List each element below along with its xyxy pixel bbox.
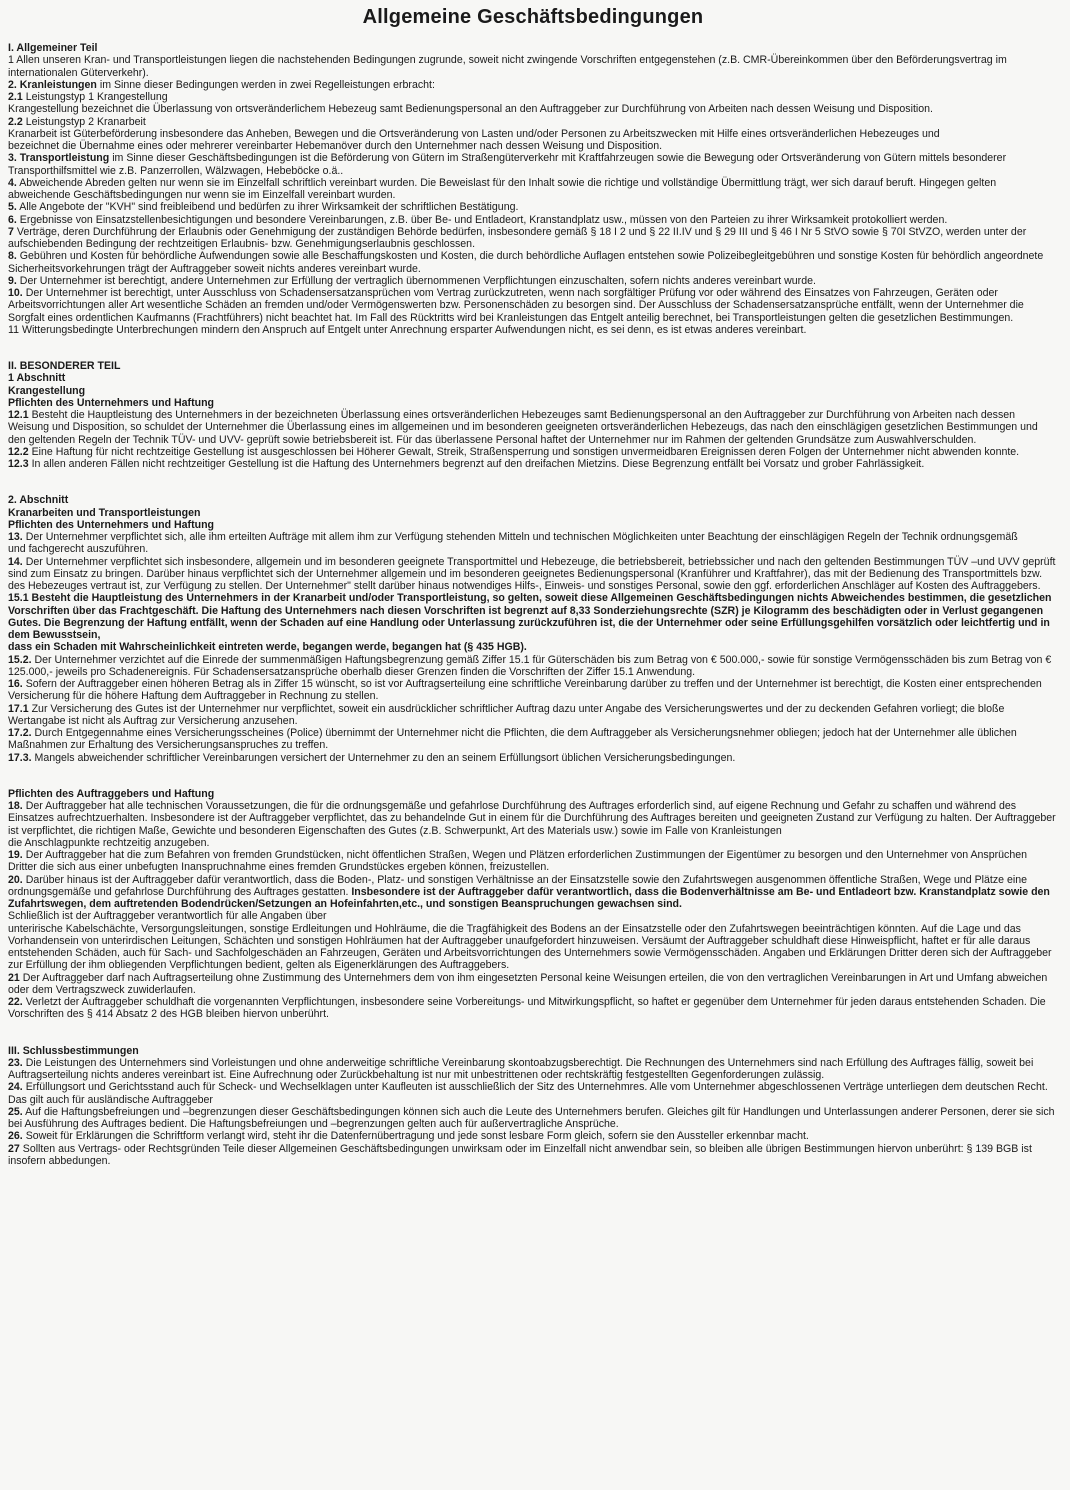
- clause-4: 4. Abweichende Abreden gelten nur wenn sie im Einzelfall schriftlich vereinbart wurden. Die Beweislast für den Inhalt sowie die richtige und vollständige Übermittlung trägt, wer sich darauf beruft. Hingegen gelten abweichende Geschäftsbedingungen nur wenn sie im Einzelfall vereinbart wurden.: [8, 176, 997, 201]
- clause-12-3: 12.3 In allen anderen Fällen nicht rechtzeitiger Gestellung ist die Haftung des Unternehmers begrenzt auf den dreifachen Mietzins. Diese Begrenzung entfällt bei Vorsatz und grober Fahrlässigkeit.: [8, 458, 925, 470]
- part3-heading: III. Schlussbestimmungen: [8, 1044, 139, 1057]
- clause-5: 5. Alle Angebote der "KVH" sind freibleibend und bedürfen zu ihrer Wirksamkeit der schriftlichen Bestätigung.: [8, 201, 519, 214]
- clause-26: 26. Soweit für Erklärungen die Schriftform verlangt wird, steht ihr die Datenfernübertragung und jede sonst lesbare Form gleich, sofern sie den Aussteller erkennbar macht.: [8, 1130, 809, 1143]
- document-body: [8, 42, 1058, 1167]
- clause-16: 16. Sofern der Auftraggeber einen höheren Betrag als in Ziffer 15 wünscht, so ist vor Auftragserteilung eine schriftliche Vereinbarung darüber zu treffen und der Unternehmer ist berechtigt, die Kosten einer entsprechenden Versicherung für die höhere Haftung dem Auftraggeber in Rechnung zu stellen.: [8, 678, 1042, 703]
- part1-heading: I. Allgemeiner Teil: [8, 42, 98, 54]
- clause-20: 20. Darüber hinaus ist der Auftraggeber dafür verantwortlich, dass die Boden-, Platz- und sonstigen Verhältnisse an der Einsatzstelle sowie den Zufahrtswegen ausgenommen öffentliche Straßen, Wege und Plätze eine ordnungsgemäße und gefahrlose Durchführung des Auftrages gestatten. Insbesondere ist der Auftraggeber dafür verantwortlich, dass die Bodenverhältnisse am Be- und Entladeort bzw. Kranstandplatz sowie den Zufahrtswegen, dem auftretenden Bodendrücken/Setzungen an Hofeinfahrten,etc., und sonstigen Beanspruchungen gewachsen sind.: [8, 873, 1050, 910]
- clause-2-1-text: Krangestellung bezeichnet die Überlassung von ortsveränderlichem Hebezeug samt Bedienungspersonal an den Auftraggeber zur Durchführung von Arbeiten nach dessen Weisung und Disposition.: [8, 103, 933, 116]
- clause-2-2: 2.2 Leistungstyp 2 Kranarbeit: [8, 115, 146, 128]
- part2-heading: II. BESONDERER TEIL: [8, 360, 121, 372]
- clause-13: 13. Der Unternehmer verpflichtet sich, alle ihm erteilten Aufträge mit allem ihm zur Verfügung stehenden Mitteln und technischen Möglichkeiten unter Beachtung der einschlägigen Regeln der Technik ordnungsgemäß: [8, 531, 1018, 543]
- clause-2-1: 2.1 Leistungstyp 1 Krangestellung: [8, 91, 168, 103]
- section1-title: Krangestellung: [8, 384, 86, 397]
- clause-7: 7 Verträge, deren Durchführung der Erlaubnis oder Genehmigung der zuständigen Behörde bedürfen, insbesondere gemäß § 18 I 2 und § 22 II.IV und § 29 III und § 46 I Nr 5 StVO sowie § 70I StVZO, werden unter der aufschiebenden Bedingung der rechtzeitigen Erlaubnis- bzw. Genehmigungserlaubnis geschlossen.: [8, 225, 1027, 250]
- section2-subtitle: Pflichten des Unternehmers und Haftung: [8, 518, 215, 531]
- section2-label: 2. Abschnitt: [8, 494, 69, 507]
- section2-title: Kranarbeiten und Transportleistungen: [8, 506, 201, 519]
- clause-17-2: 17.2. Durch Entgegennahme eines Versicherungsscheines (Police) übernimmt der Unternehmer nicht die Pflichten, die dem Auftraggeber als Versicherungsnehmer obliegen; jedoch hat der Unternehmer alle üblichen Maßnahmen zur Erhaltung des Versicherungsanspruches zu treffen.: [8, 727, 1017, 752]
- clause-25: 25. Auf die Haftungsbefreiungen und –begrenzungen dieser Geschäftsbedingungen können sich auch die Leute des Unternehmers berufen. Gleiches gilt für Handlungen und Unterlassungen anderer Personen, derer sie sich bei Ausführung des Auftrages bedient. Die Haftungsbefreiungen und –begrenzungen gelten auch für außervertragliche Ansprüche.: [8, 1105, 1055, 1130]
- clause-22: 22. Verletzt der Auftraggeber schuldhaft die vorgenannten Verpflichtungen, insbesondere seine Vorbereitungs- und Mitwirkungspflicht, so haftet er gegenüber dem Unternehmer für jeden daraus entstehenden Schaden. Die Vorschriften des § 414 Absatz 2 des HGB bleiben hiervon unberührt.: [8, 996, 1046, 1021]
- section1-subtitle: Pflichten des Unternehmers und Haftung: [8, 396, 215, 409]
- clause-15-1: 15.1 Besteht die Hauptleistung des Unternehmers in der Kranarbeit und/oder Transportleistung, so gelten, soweit diese Allgemeinen Geschäftsbedingungen nichts Abweichendes bestimmen, die gesetzlichen Vorschriften über das Frachtgeschäft. Die Haftung des Unternehmers nach diesen Vorschriften ist begrenzt auf 8,33 Sonderziehungsrechte (SZR) je Kilogramm des beschädigten oder in Verlust gegangenen Gutes. Die Begrenzung der Haftung entfällt, wenn der Schaden auf eine Handlung oder Unterlassung zurückzuführen ist, die der Unternehmer oder seine Erfüllungsgehilfen vorsätzlich oder leichtfertig und in dem Bewusstsein,: [8, 592, 1052, 641]
- clause-11: 11 Witterungsbedingte Unterbrechungen mindern den Anspruch auf Entgelt unter Anrechnung ersparter Aufwendungen nicht, es sei denn, es ist etwas anderes vereinbart.: [8, 323, 807, 336]
- clause-12-1: 12.1 Besteht die Hauptleistung des Unternehmers in der bezeichneten Überlassung eines ortsveränderlichen Hebezeuges samt Bedienungspersonal an den Auftraggeber zur Durchführung von Arbeiten nach dessen Weisung und Disposition, so schuldet der Unternehmer die Überlassung eines im allgemeinen und im besonderen geeigneten ortsveränderlichen Hebezeugs, das nach den einschlägigen gesetzlichen Bestimmungen und den geltenden Regeln der Technik TÜV- und UVV- geprüft sowie betriebsbereit ist. Für das überlassene Personal haftet der Unternehmer nur im Rahmen der geltenden Grundsätze zum Auswahlverschulden.: [8, 409, 1038, 446]
- section3-title: Pflichten des Auftraggebers und Haftung: [8, 787, 215, 800]
- clause-18: 18. Der Auftraggeber hat alle technischen Voraussetzungen, die für die ordnungsgemäße und gefahrlose Durchführung des Auftrages erforderlich sind, auf eigene Rechnung und Gefahr zu schaffen und während des Einsatzes aufrechtzuerhalten. Insbesondere ist der Auftraggeber verpflichtet, das zu behandelnde Gut in einem für die Durchführung des Auftrages bereiten und geeigneten Zustand zur Verfügung zu halten. Der Auftraggeber ist verpflichtet, die richtigen Maße, Gewichte und besonderen Eigenschaften des Gutes (z.B. Schwerpunkt, Art des Materials usw.) sowie im Falle von Kranleistungen: [8, 800, 1056, 837]
- clause-15-2: 15.2. Der Unternehmer verzichtet auf die Einrede der summenmäßigen Haftungsbegrenzung gemäß Ziffer 15.1 für Güterschäden bis zum Betrag von € 500.000,- sowie für sonstige Vermögensschäden bis zum Betrag von € 125.000,- jeweils pro Schadenereignis. Für Schadensersatzansprüche oberhalb dieser Grenzen finden die Vorschriften der Ziffer 15.1 Anwendung.: [8, 653, 1052, 678]
- clause-9: 9. Der Unternehmer ist berechtigt, andere Unternehmen zur Erfüllung der vertraglich übernommenen Verpflichtungen einzuschalten, sofern nichts anderes vereinbart wurde.: [8, 274, 816, 287]
- clause-20-bold: Insbesondere ist der Auftraggeber dafür verantwortlich, dass die Bodenverhältnisse am Be- und Entladeort bzw. Kranstandplatz sowie den Zufahrtswegen, dem auftretenden Bodendrücken/Setzungen an Hofeinfahrten,etc., und sonstigen Beanspruchungen gewachsen sind.: [8, 885, 1050, 910]
- clause-6: 6. Ergebnisse von Einsatzstellenbesichtigungen und besondere Vereinbarungen, z.B. über Be- und Entladeort, Kranstandplatz usw., müssen von den Parteien zu ihrer Wirksamkeit protokolliert werden.: [8, 213, 948, 226]
- section1-label: 1 Abschnitt: [8, 372, 66, 385]
- document-title: Allgemeine Geschäftsbedingungen: [362, 6, 704, 28]
- clause-2-2-text: Kranarbeit ist Güterbeförderung insbesondere das Anheben, Bewegen und die Ortsveränderung von Lasten und/oder Personen zu Arbeitszwecken mit Hilfe eines ortsveränderlichen Hebezeuges und: [8, 127, 940, 140]
- clause-12-2: 12.2 Eine Haftung für nicht rechtzeitige Gestellung ist ausgeschlossen bei Höherer Gewalt, Streik, Straßensperrung und sonstigen unvermeidbaren Ereignissen deren Folgen der Unternehmer nicht abwenden konnte.: [8, 445, 1020, 458]
- clause-20-cont1: Schließlich ist der Auftraggeber verantwortlich für alle Angaben über: [8, 910, 327, 923]
- clause-19: 19. Der Auftraggeber hat die zum Befahren von fremden Grundstücken, nicht öffentlichen Straßen, Wegen und Plätzen erforderlichen Zustimmungen der Eigentümer zu besorgen und den Unternehmer von Ansprüchen Dritter die sich aus einer unbefugten Inanspruchnahme eines fremden Grundstückes ergeben können, freizustellen.: [8, 849, 1027, 874]
- clause-2-2-text-cont: bezeichnet die Übernahme eines oder mehrerer vereinbarter Hebemanöver durch den Unternehmer nach dessen Weisung und Disposition.: [8, 140, 663, 152]
- clause-17-3: 17.3. Mangels abweichender schriftlicher Vereinbarungen versichert der Unternehmer zu den an seinem Erfüllungsort üblichen Versicherungsbedingungen.: [8, 751, 736, 764]
- clause-18-cont: die Anschlagpunkte rechtzeitig anzugeben.: [8, 836, 210, 849]
- clause-3: 3. Transportleistung im Sinne dieser Geschäftsbedingungen ist die Beförderung von Gütern im Straßengüterverkehr mit Kraftfahrzeugen sowie die Bewegung oder Ortsveränderung von Gütern mittels besonderer Transporthilfsmittel wie z.B. Panzerrollen, Wälzwagen, Hebeböcke o.ä..: [8, 152, 1007, 177]
- clause-15-1-cont: dass ein Schaden mit Wahrscheinlichkeit eintreten werde, begangen werde, begangen hat (§ 435 HGB).: [8, 641, 527, 654]
- clause-20-cont2: unterirische Kabelschächte, Versorgungsleitungen, sonstige Erdleitungen und Hohlräume, die die Tragfähigkeit des Bodens an der Einsatzstelle oder den Zufahrtswegen beeinträchtigen könnten. Auf die Lage und das Vorhandensein von unterirdischen Leitungen, Schächten und sonstigen Hohlräumen hat der Auftraggeber unaufgefordert hinzuweisen. Versäumt der Auftraggeber schuldhaft diese Hinweispflicht, haftet er für alle daraus entstehenden Schäden, auch für Sach- und Sachfolgeschäden an Fahrzeugen, Geräten und Arbeitsvorrichtungen des Unternehmers sowie Vermögensschäden. Angaben und Erklärungen Dritter deren sich der Auftraggeber zur Erfüllung der ihm obliegenden Verpflichtungen bedient, gelten als Eigenerklärungen des Auftraggebers.: [8, 922, 1052, 972]
- clause-21: 21 Der Auftraggeber darf nach Auftragserteilung ohne Zustimmung des Unternehmers dem von ihm eingesetzten Personal keine Weisungen erteilen, die von den vertraglichen Vereinbarungen in Art und Umfang abweichen oder dem Vertragszweck zuwiderlaufen.: [8, 971, 1048, 996]
- clause-14: 14. Der Unternehmer verpflichtet sich insbesondere, allgemein und im besonderen geeignete Transportmittel und Hebezeuge, die betriebsbereit, betriebssicher und nach den geltenden Bestimmungen TÜV –und UVV geprüft sind zum Einsatz zu bringen. Darüber hinaus verpflichtet sich der Unternehmer allgemein und im besonderen geeignetes Bedienungspersonal (Kranführer und Kraftfahrer), das mit der Bedienung des Transportmittels bzw. des Hebezeuges vertraut ist, zur Verfügung zu stellen. Der Unternehmer" stellt darüber hinaus notwendiges Hilfs-, Einweis- und sonstiges Personal, sowie den ggf. erforderlichen Anschläger auf Kosten des Auftraggebers.: [8, 555, 1056, 592]
- clause-17-1: 17.1 Zur Versicherung des Gutes ist der Unternehmer nur verpflichtet, soweit ein ausdrücklicher schriftlicher Auftrag dazu unter Angabe des Versicherungswertes und der zu deckenden Gefahren vorliegt; die bloße Wertangabe ist nicht als Auftrag zur Versicherung anzusehen.: [8, 702, 1005, 727]
- clause-13-cont: und fachgerecht auszuführen.: [8, 543, 149, 556]
- clause-10: 10. Der Unternehmer ist berechtigt, unter Ausschluss von Schadensersatzansprüchen vom Vertrag zurückzutreten, wenn nach sorgfältiger Prüfung vor oder während des Einsatzes von Fahrzeugen, Geräten oder Arbeitsvorrichtungen aller Art wesentliche Schäden an fremden und/oder Vermögenswerten bzw. Personenschäden zu besorgen sind. Der Ausschluss der Schadensersatzansprüche entfällt, wenn der Unternehmer die Sorgfalt eines ordentlichen Kaufmanns (Frachtführers) nicht beachtet hat. Im Fall des Rücktritts wird bei Kranleistungen das Entgelt anteilig berechnet, bei Transportleistungen gelten die gesetzlichen Bestimmungen.: [8, 287, 1024, 324]
- clause-27: 27 Sollten aus Vertrags- oder Rechtsgründen Teile dieser Allgemeinen Geschäftsbedingungen unwirksam oder im Einzelfall nicht anwendbar sein, so bleiben alle übrigen Bestimmungen hiervon unberührt: § 139 BGB ist insofern abbedungen.: [8, 1142, 1032, 1167]
- clause-1: 1 Allen unseren Kran- und Transportleistungen liegen die nachstehenden Bedingungen zugrunde, soweit nicht zwingende Vorschriften entgegenstehen (z.B. CMR-Übereinkommen über den Beförderungsvertrag im internationalen Güterverkehr).: [8, 54, 1007, 79]
- clause-8: 8. Gebühren und Kosten für behördliche Aufwendungen sowie alle Beschaffungskosten und Kosten, die durch behördliche Auflagen entstehen sowie Polizeibegleitgebühren und sonstige Kosten für behördlich angeordnete Sicherheitsvorkehrungen trägt der Auftraggeber soweit nichts anderes vereinbart wurde.: [8, 250, 1044, 275]
- clause-23: 23. Die Leistungen des Unternehmers sind Vorleistungen und ohne anderweitige schriftliche Vereinbarung skontoabzugsberechtigt. Die Rechnungen des Unternehmers sind nach Erfüllung des Auftrages fällig, soweit bei Auftragserteilung nichts anderes vereinbart ist. Eine Aufrechnung oder Zurückbehaltung ist nur mit unbestrittenen oder rechtskräftig festgestellten Gegenforderungen zulässig.: [8, 1056, 1034, 1081]
- clause-24: 24. Erfüllungsort und Gerichtsstand auch für Scheck- und Wechselklagen unter Kaufleuten ist ausschließlich der Sitz des Unternehmres. Alle vom Unternehmer abgeschlossenen Verträge unterliegen dem deutschen Recht. Das gilt auch für ausländische Auftraggeber: [8, 1081, 1048, 1106]
- clause-2: 2. Kranleistungen im Sinne dieser Bedingungen werden in zwei Regelleistungen erbracht:: [8, 78, 435, 91]
